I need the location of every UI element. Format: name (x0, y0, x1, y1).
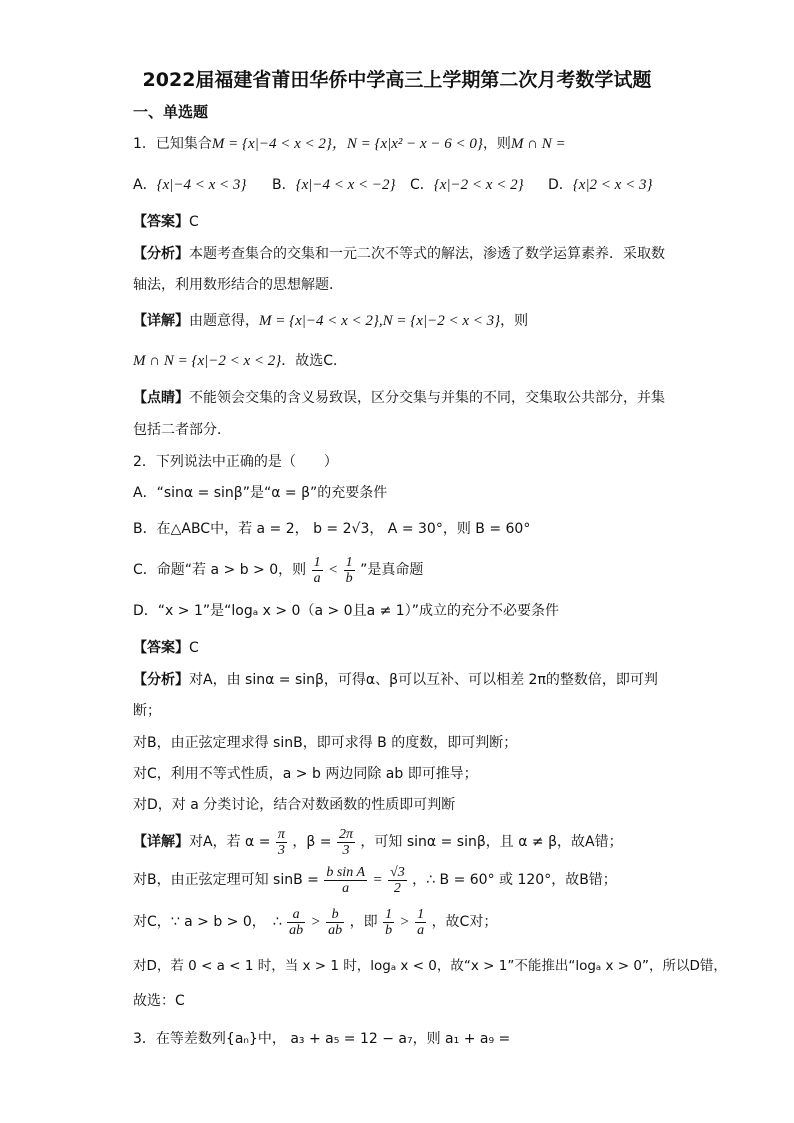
q2-detail-d: 对D，若 0 < a < 1 时，当 x > 1 时，logₐ x < 0，故“x > 1”不能推出“logₐ x > 0”，所以D错， (133, 958, 727, 974)
q1-stem-end: M ∩ N = (510, 136, 566, 152)
q1-analysis-line1: 【分析】本题考查集合的交集和一元二次不等式的解法，渗透了数学运算素养．采取数 (133, 246, 665, 262)
fraction: $\frac{√3}{2}$ (390, 864, 405, 896)
fraction: $\frac{2\pi}{3}$ (338, 826, 353, 858)
q2-stem: 2．下列说法中正确的是（ ） (133, 454, 338, 470)
q2-answer: 【答案】C (133, 640, 199, 656)
q2-option-c: C．命题“若 a > b > 0，则 $\frac{1}{a}$ < $\frac{1}{b}$ ”是真命题 (133, 554, 424, 586)
q2-analysis-line4: 对C，利用不等式性质，a > b 两边同除 ab 即可推导； (133, 766, 478, 782)
q1-stem-text-b: ，则 (482, 136, 511, 152)
q2-analysis-line2: 断； (133, 703, 161, 719)
fraction: $\frac{1}{a}$ (313, 554, 321, 586)
page-title: 2022届福建省莆田华侨中学高三上学期第二次月考数学试题 (142, 69, 652, 91)
q1-stem (133, 134, 566, 154)
q1-option-c: C．{x|−2 < x < 2} (410, 177, 524, 193)
q2-detail-b: 对B，由正弦定理可知 sinB = $\frac{\text{b sin A}}{a}$ = $\frac{√3}{2}$ ，∴ B = 60° 或 120°，故B错； (133, 864, 617, 896)
q2-analysis-line3: 对B，由正弦定理求得 sinB，即可求得 B 的度数，即可判断； (133, 735, 518, 751)
q1-stem-math: M = {x|−4 < x < 2}，N = {x|x² − x − 6 < 0} (211, 136, 483, 152)
fraction: $\frac{1}{b}$ (385, 906, 393, 938)
fraction: $\frac{1}{b}$ (345, 554, 353, 586)
q1-option-b: B．{x|−4 < x < −2} (272, 177, 396, 193)
q1-detail-line2: M ∩ N = {x|−2 < x < 2}．故选C． (133, 353, 348, 369)
fraction: $\frac{b}{ab}$ (328, 906, 343, 938)
q2-option-d: D．“x > 1”是“logₐ x > 0（a > 0且a ≠ 1）”成立的充分不必要条件 (133, 603, 559, 619)
fraction: $\frac{\text{b sin A}}{a}$ (326, 864, 365, 896)
q2-detail-c: 对C，∵ a > b > 0， ∴ $\frac{a}{ab}$ > $\frac{b}{ab}$ ，即 $\frac{1}{b}$ > $\frac{1}{a}$ ，故C对； (133, 906, 498, 938)
q1-analysis-line2: 轴法，利用数形结合的思想解题． (133, 277, 343, 293)
fraction: $\frac{1}{a}$ (417, 906, 425, 938)
q2-analysis-line5: 对D，对 a 分类讨论，结合对数函数的性质即可判断 (133, 797, 456, 813)
section-heading: 一、单选题 (133, 103, 209, 121)
q1-tip-line2: 包括二者部分． (133, 422, 231, 438)
q1-detail-line1: 【详解】由题意得，M = {x|−4 < x < 2},N = {x|−2 < x < 3}，则 (133, 313, 529, 329)
q2-conclusion: 故选：C (133, 993, 185, 1009)
q1-tip-line1: 【点睛】不能领会交集的含义易致误，区分交集与并集的不同，交集取公共部分，并集 (133, 390, 665, 406)
fraction: $\frac{a}{ab}$ (289, 906, 304, 938)
q1-option-d: D．{x|2 < x < 3} (548, 177, 653, 193)
q1-option-a: A．{x|−4 < x < 3} (133, 177, 247, 193)
q3-stem: 3．在等差数列{aₙ}中， a₃ + a₅ = 12 − a₇，则 a₁ + a₉ = (133, 1031, 511, 1047)
q2-option-b: B．在△ABC中，若 a = 2， b = 2√3， A = 30°，则 B = 60° (133, 521, 531, 537)
q1-answer: 【答案】C (133, 214, 199, 230)
q1-stem-text: 1．已知集合 (133, 136, 212, 152)
fraction: $\frac{\pi}{3}$ (277, 826, 285, 858)
q2-detail-a: 【详解】对A，若 α = $\frac{\pi}{3}$ ，β = $\frac{2\pi}{3}$ ，可知 sinα = sinβ，且 α ≠ β，故A错； (133, 826, 623, 858)
q2-analysis-line1: 【分析】对A，由 sinα = sinβ，可得α、β可以互补、可以相差 2π的整数倍，即可判 (133, 672, 658, 688)
q2-option-a: A．“sinα = sinβ”是“α = β”的充要条件 (133, 485, 388, 501)
